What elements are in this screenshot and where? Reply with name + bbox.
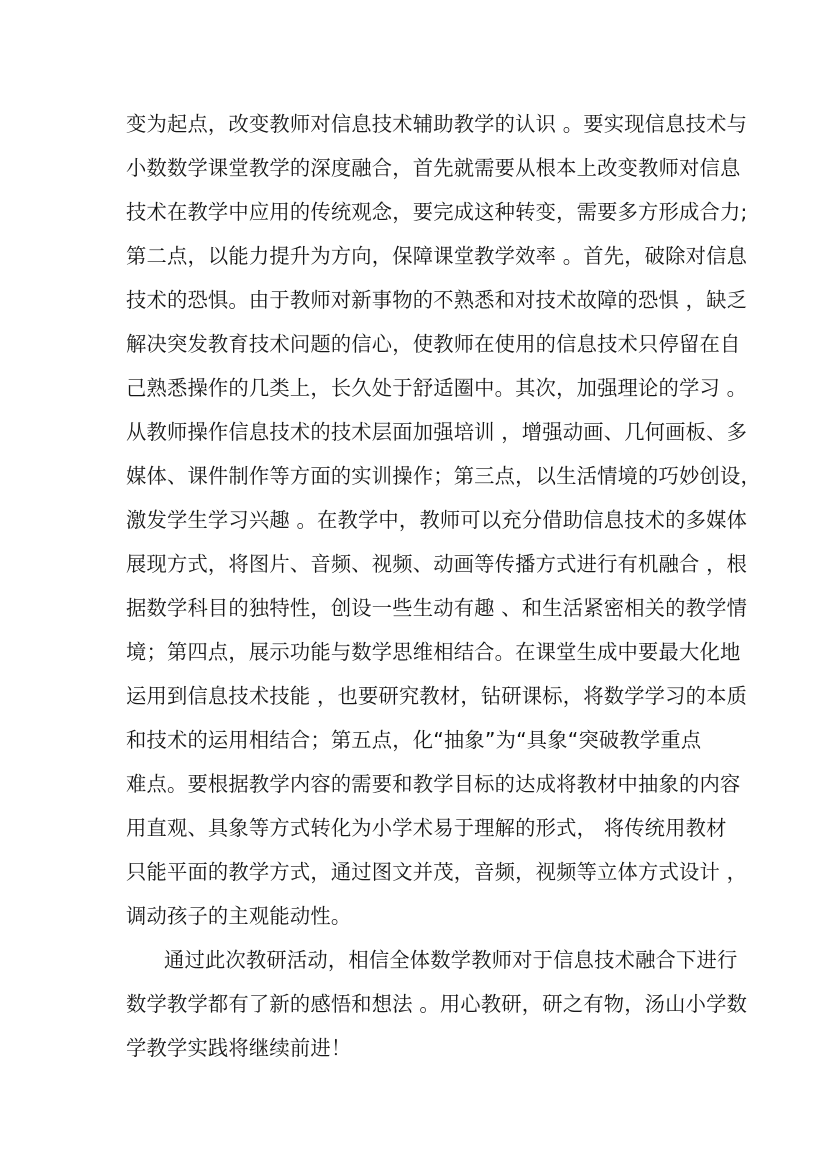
body-line: 和技术的运用相结合；第五点，化“抽象”为“具象“突破教学重点: [126, 728, 702, 752]
body-line: 技术的恐惧。由于教师对新事物的不熟悉和对技术故障的恐惧 ，缺乏: [126, 288, 748, 312]
body-line: 变为起点，改变教师对信息技术辅助教学的认识 。要实现信息技术与: [126, 112, 748, 136]
body-line: 运用到信息技术技能 ，也要研究教材，钻研课标，将数学学习的本质: [126, 684, 748, 708]
body-line: 调动孩子的主观能动性。: [126, 904, 352, 928]
body-line: 媒体、课件制作等方面的实训操作；第三点，以生活情境的巧妙创设，: [126, 464, 761, 488]
body-line: 学教学实践将继续前进！: [126, 1036, 352, 1060]
body-line: 只能平面的教学方式，通过图文并茂，音频，视频等立体方式设计 ，: [126, 860, 748, 884]
body-line: 据数学科目的独特性，创设一些生动有趣 、和生活紧密相关的教学情: [126, 596, 748, 620]
body-line: 己熟悉操作的几类上，长久处于舒适圈中。其次，加强理论的学习 。: [126, 376, 748, 400]
body-line: 小数数学课堂教学的深度融合，首先就需要从根本上改变教师对信息: [126, 156, 741, 180]
body-line: 第二点，以能力提升为方向，保障课堂教学效率 。首先，破除对信息: [126, 244, 748, 268]
paragraph-first-line: 通过此次教研活动，相信全体数学教师对于信息技术融合下进行: [164, 948, 738, 972]
body-line: 用直观、具象等方式转化为小学术易于理解的形式， 将传统用教材: [126, 816, 727, 840]
body-line: 技术在教学中应用的传统观念，要完成这种转变，需要多方形成合力;: [126, 200, 748, 224]
body-line: 境；第四点，展示功能与数学思维相结合。在课堂生成中要最大化地: [126, 640, 741, 664]
body-line: 展现方式，将图片、音频、视频、动画等传播方式进行有机融合 ，根: [126, 552, 748, 576]
body-line: 解决突发教育技术问题的信心，使教师在使用的信息技术只停留在自: [126, 332, 741, 356]
body-line: 从教师操作信息技术的技术层面加强培训 ，增强动画、几何画板、多: [126, 420, 748, 444]
body-line: 难点。要根据教学内容的需要和教学目标的达成将教材中抽象的内容: [126, 772, 741, 796]
body-line: 激发学生学习兴趣 。在教学中，教师可以充分借助信息技术的多媒体: [126, 508, 748, 532]
body-line: 数学教学都有了新的感悟和想法 。用心教研，研之有物，汤山小学数: [126, 992, 748, 1016]
